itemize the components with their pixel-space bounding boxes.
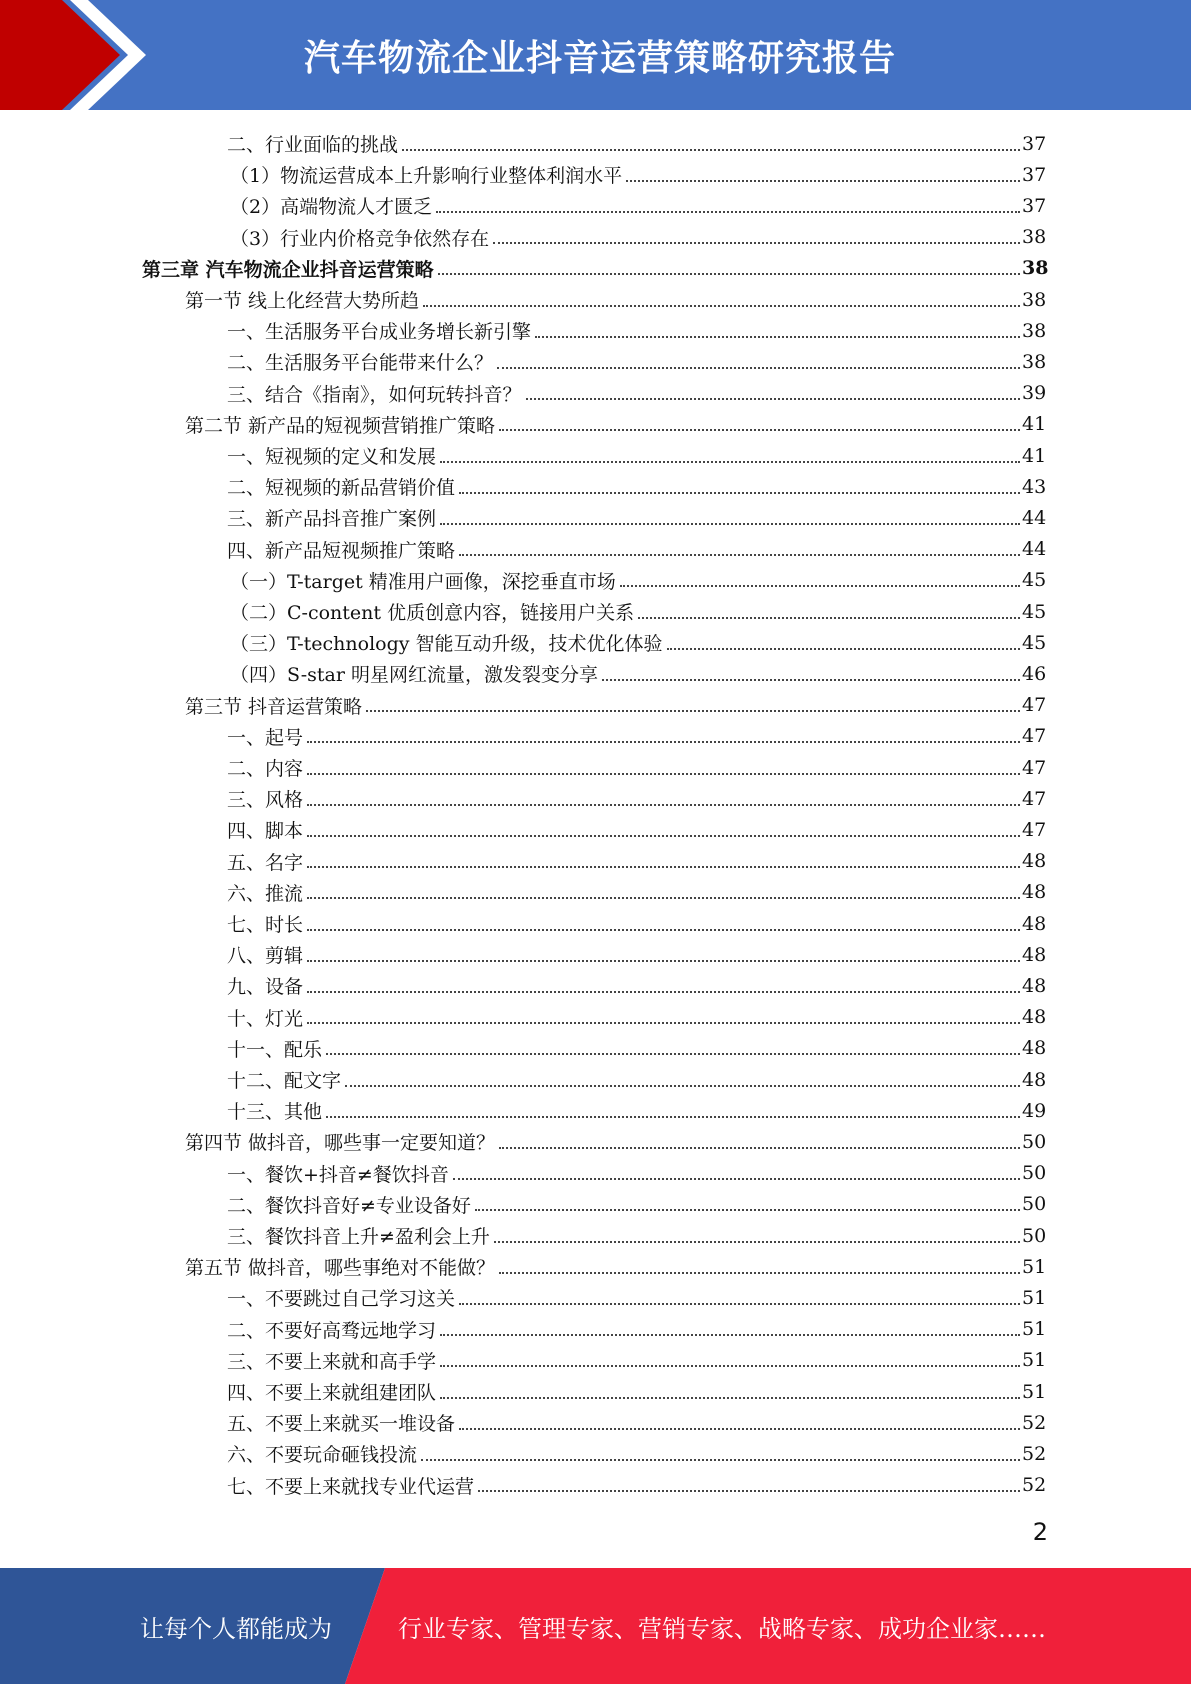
toc-subsection-entry[interactable] <box>227 1033 1046 1064</box>
toc-entry-label: 七、不要上来就找专业代运营 <box>227 1475 475 1498</box>
toc-subsection-entry[interactable] <box>230 159 1046 190</box>
toc-entry-page: 39 <box>1022 382 1047 405</box>
toc-leader-dots <box>620 585 1020 587</box>
toc-entry-label: 九、设备 <box>227 976 304 999</box>
toc-leader-dots <box>307 804 1020 806</box>
toc-entry-label: 二、餐饮抖音好≠专业设备好 <box>227 1194 471 1217</box>
toc-entry-page: 52 <box>1022 1442 1047 1465</box>
toc-subsection-entry[interactable] <box>227 1470 1046 1501</box>
footer-slogan-left: 让每个人都能成为 <box>140 1614 332 1643</box>
toc-entry-label: 四、新产品短视频推广策略 <box>227 539 456 562</box>
toc-entry-page: 51 <box>1022 1255 1047 1278</box>
toc-entry-page: 37 <box>1022 132 1047 155</box>
toc-subsection-entry[interactable] <box>227 814 1046 845</box>
header-banner <box>0 0 1191 110</box>
toc-leader-dots <box>326 1053 1020 1055</box>
toc-leader-dots <box>638 617 1020 619</box>
toc-entry-page: 50 <box>1022 1224 1047 1247</box>
toc-leader-dots <box>494 1241 1020 1243</box>
toc-leader-dots <box>497 367 1020 369</box>
toc-entry-page: 48 <box>1022 943 1047 966</box>
toc-entry-label: 二、行业面临的挑战 <box>227 134 399 156</box>
toc-entry-page: 38 <box>1022 257 1049 280</box>
toc-leader-dots <box>307 960 1020 962</box>
toc-leader-dots <box>499 429 1020 431</box>
toc-entry-page: 47 <box>1022 787 1047 810</box>
toc-entry-page: 48 <box>1022 912 1047 935</box>
toc-entry-label: （1）物流运营成本上升影响行业整体利润水平 <box>230 165 623 188</box>
toc-entry-label: 三、新产品抖音推广案例 <box>227 508 437 531</box>
toc-section-entry[interactable] <box>185 284 1046 315</box>
toc-subsection-entry[interactable] <box>227 1407 1046 1438</box>
toc-entry-page: 51 <box>1022 1286 1047 1309</box>
toc-entry-label: （二）C-content 优质创意内容，链接用户关系 <box>230 602 635 624</box>
toc-entry-label: 七、时长 <box>227 914 304 936</box>
toc-subsection-entry[interactable] <box>227 440 1046 471</box>
toc-entry-label: 五、不要上来就买一堆设备 <box>227 1413 456 1436</box>
toc-leader-dots <box>478 1490 1020 1492</box>
toc-entry-label: 第三节 抖音运营策略 <box>185 695 363 718</box>
toc-entry-page: 44 <box>1022 506 1047 529</box>
toc-entry-label: （3）行业内价格竞争依然存在 <box>230 227 490 250</box>
toc-leader-dots <box>667 648 1020 650</box>
toc-entry-label: 十、灯光 <box>227 1007 304 1030</box>
toc-leader-dots <box>440 1397 1020 1399</box>
toc-entry-page: 51 <box>1022 1349 1047 1372</box>
toc-leader-dots <box>438 273 1020 275</box>
toc-leader-dots <box>602 679 1020 681</box>
toc-entry-label: 一、短视频的定义和发展 <box>227 446 437 468</box>
toc-leader-dots <box>402 149 1020 151</box>
toc-subsection-entry[interactable] <box>227 1314 1046 1345</box>
toc-subsection-entry[interactable] <box>230 222 1046 253</box>
toc-entry-label: （2）高端物流人才匮乏 <box>230 196 433 219</box>
toc-subsection-entry[interactable] <box>227 1189 1046 1220</box>
toc-entry-label: 八、剪辑 <box>227 945 304 968</box>
toc-subsection-entry[interactable] <box>227 1220 1046 1251</box>
toc-entry-page: 49 <box>1022 1099 1047 1122</box>
toc-leader-dots <box>307 929 1020 931</box>
toc-leader-dots <box>440 1365 1020 1367</box>
toc-entry-label: 二、生活服务平台能带来什么？ <box>227 352 494 375</box>
footer-slogan-right: 行业专家、管理专家、营销专家、战略专家、成功企业家…… <box>398 1614 1046 1643</box>
toc-leader-dots <box>307 897 1020 899</box>
toc-entry-page: 48 <box>1022 1068 1047 1091</box>
toc-entry-label: 三、餐饮抖音上升≠盈利会上升 <box>227 1226 490 1248</box>
toc-subsection-entry[interactable] <box>227 783 1046 814</box>
toc-leader-dots <box>475 1209 1020 1211</box>
toc-entry-label: 第四节 做抖音，哪些事一定要知道？ <box>185 1132 496 1155</box>
toc-entry-label: 第五节 做抖音，哪些事绝对不能做？ <box>185 1257 496 1280</box>
toc-subsection-entry[interactable] <box>227 1345 1046 1376</box>
toc-section-entry[interactable] <box>185 690 1046 721</box>
toc-entry-label: 十一、配乐 <box>227 1038 323 1061</box>
toc-leader-dots <box>459 1428 1020 1430</box>
toc-subsection-entry[interactable] <box>227 128 1046 159</box>
toc-entry-page: 38 <box>1022 288 1047 311</box>
toc-subsection-entry[interactable] <box>227 908 1046 939</box>
toc-entry-page: 45 <box>1022 569 1047 592</box>
toc-leader-dots <box>436 211 1020 213</box>
toc-entry-label: （四）S-star 明星网红流量，激发裂变分享 <box>230 664 598 687</box>
toc-entry-label: 五、名字 <box>227 851 304 874</box>
toc-subsection-entry[interactable] <box>230 596 1046 627</box>
toc-subsection-entry[interactable] <box>227 1158 1046 1189</box>
toc-entry-page: 47 <box>1022 756 1047 779</box>
toc-subsection-entry[interactable] <box>227 721 1046 752</box>
toc-subsection-entry[interactable] <box>227 471 1046 502</box>
toc-entry-page: 48 <box>1022 881 1047 904</box>
toc-section-entry[interactable] <box>185 1126 1046 1157</box>
toc-entry-label: 一、起号 <box>227 726 304 749</box>
toc-entry-label: 二、不要好高骛远地学习 <box>227 1319 437 1342</box>
toc-subsection-entry[interactable] <box>227 378 1046 409</box>
toc-entry-page: 52 <box>1022 1411 1047 1434</box>
toc-entry-label: 三、风格 <box>227 789 304 812</box>
toc-leader-dots <box>440 1334 1020 1336</box>
toc-entry-label: 第三章 汽车物流企业抖音运营策略 <box>142 258 434 281</box>
toc-entry-page: 43 <box>1022 475 1047 498</box>
toc-subsection-entry[interactable] <box>227 877 1046 908</box>
toc-entry-label: 一、餐饮+抖音≠餐饮抖音 <box>227 1163 449 1186</box>
toc-entry-page: 48 <box>1022 850 1047 873</box>
toc-entry-page: 48 <box>1022 1037 1047 1060</box>
toc-leader-dots <box>423 305 1020 307</box>
toc-section-entry[interactable] <box>185 409 1046 440</box>
toc-subsection-entry[interactable] <box>227 1438 1046 1469</box>
toc-chapter-entry[interactable] <box>142 253 1049 284</box>
toc-leader-dots <box>493 242 1020 244</box>
toc-entry-page: 45 <box>1022 600 1047 623</box>
toc-leader-dots <box>307 866 1020 868</box>
toc-entry-page: 45 <box>1022 631 1047 654</box>
toc-subsection-entry[interactable] <box>230 658 1046 689</box>
toc-entry-page: 48 <box>1022 974 1047 997</box>
toc-entry-page: 41 <box>1022 413 1047 436</box>
toc-entry-label: 六、推流 <box>227 882 304 905</box>
toc-leader-dots <box>307 1022 1020 1024</box>
toc-entry-label: 二、短视频的新品营销价值 <box>227 477 456 500</box>
toc-leader-dots <box>535 336 1020 338</box>
toc-entry-page: 47 <box>1022 694 1047 717</box>
toc-leader-dots <box>440 523 1020 525</box>
toc-leader-dots <box>459 492 1020 494</box>
toc-entry-label: 十三、其他 <box>227 1101 323 1124</box>
toc-leader-dots <box>459 1303 1020 1305</box>
toc-subsection-entry[interactable] <box>227 315 1046 346</box>
toc-leader-dots <box>307 991 1020 993</box>
toc-entry-page: 50 <box>1022 1193 1047 1216</box>
toc-leader-dots <box>440 461 1020 463</box>
toc-entry-page: 38 <box>1022 226 1047 249</box>
toc-subsection-entry[interactable] <box>227 752 1046 783</box>
toc-entry-page: 38 <box>1022 319 1047 342</box>
toc-leader-dots <box>345 1085 1020 1087</box>
toc-entry-label: 二、内容 <box>227 758 304 780</box>
toc-leader-dots <box>421 1459 1020 1461</box>
toc-subsection-entry[interactable] <box>227 1376 1046 1407</box>
toc-entry-page: 44 <box>1022 538 1047 561</box>
toc-entry-page: 37 <box>1022 163 1047 186</box>
document-title: 汽车物流企业抖音运营策略研究报告 <box>303 37 896 79</box>
toc-entry-page: 52 <box>1022 1474 1047 1497</box>
toc-subsection-entry[interactable] <box>227 939 1046 970</box>
toc-subsection-entry[interactable] <box>227 1095 1046 1126</box>
toc-entry-page: 41 <box>1022 444 1047 467</box>
toc-subsection-entry[interactable] <box>227 970 1046 1001</box>
toc-leader-dots <box>499 1147 1020 1149</box>
toc-leader-dots <box>499 1272 1020 1274</box>
toc-leader-dots <box>307 741 1020 743</box>
toc-entry-label: 三、不要上来就和高手学 <box>227 1350 437 1373</box>
toc-subsection-entry[interactable] <box>230 627 1046 658</box>
toc-entry-page: 37 <box>1022 194 1047 217</box>
toc-subsection-entry[interactable] <box>230 565 1046 596</box>
toc-entry-label: 第二节 新产品的短视频营销推广策略 <box>185 414 496 437</box>
toc-leader-dots <box>366 710 1020 712</box>
toc-leader-dots <box>626 180 1020 182</box>
toc-entry-page: 47 <box>1022 725 1047 748</box>
toc-entry-label: （一）T-target 精准用户画像，深挖垂直市场 <box>230 570 616 593</box>
header-arrow-decoration <box>0 0 150 110</box>
toc-leader-dots <box>307 773 1020 775</box>
toc-subsection-entry[interactable] <box>227 1064 1046 1095</box>
toc-subsection-entry[interactable] <box>227 1002 1046 1033</box>
toc-entry-label: 三、结合《指南》，如何玩转抖音？ <box>227 383 522 406</box>
toc-entry-label: 一、不要跳过自己学习这关 <box>227 1288 456 1311</box>
toc-subsection-entry[interactable] <box>227 502 1046 533</box>
toc-entry-label: 四、脚本 <box>227 820 304 843</box>
toc-entry-page: 47 <box>1022 818 1047 841</box>
toc-entry-page: 51 <box>1022 1318 1047 1341</box>
toc-entry-label: 一、生活服务平台成业务增长新引擎 <box>227 321 532 344</box>
toc-subsection-entry[interactable] <box>227 846 1046 877</box>
toc-subsection-entry[interactable] <box>227 1282 1046 1313</box>
toc-leader-dots <box>526 398 1020 400</box>
toc-leader-dots <box>459 554 1020 556</box>
toc-subsection-entry[interactable] <box>227 534 1046 565</box>
toc-entry-label: 第一节 线上化经营大势所趋 <box>185 290 420 312</box>
toc-leader-dots <box>326 1116 1020 1118</box>
toc-entry-page: 48 <box>1022 1006 1047 1029</box>
toc-entry-page: 50 <box>1022 1162 1047 1185</box>
toc-leader-dots <box>453 1178 1020 1180</box>
toc-section-entry[interactable] <box>185 1251 1046 1282</box>
toc-entry-label: （三）T-technology 智能互动升级，技术优化体验 <box>230 633 663 656</box>
toc-leader-dots <box>307 835 1020 837</box>
toc-entry-label: 十二、配文字 <box>227 1070 342 1092</box>
toc-entry-page: 46 <box>1022 662 1047 685</box>
toc-entry-page: 51 <box>1022 1380 1047 1403</box>
toc-entry-label: 六、不要玩命砸钱投流 <box>227 1444 418 1467</box>
page-number: 2 <box>1032 1518 1048 1546</box>
toc-entry-page: 50 <box>1022 1130 1047 1153</box>
toc-subsection-entry[interactable] <box>230 190 1046 221</box>
toc-entry-label: 四、不要上来就组建团队 <box>227 1382 437 1404</box>
toc-subsection-entry[interactable] <box>227 346 1046 377</box>
toc-entry-page: 38 <box>1022 350 1047 373</box>
